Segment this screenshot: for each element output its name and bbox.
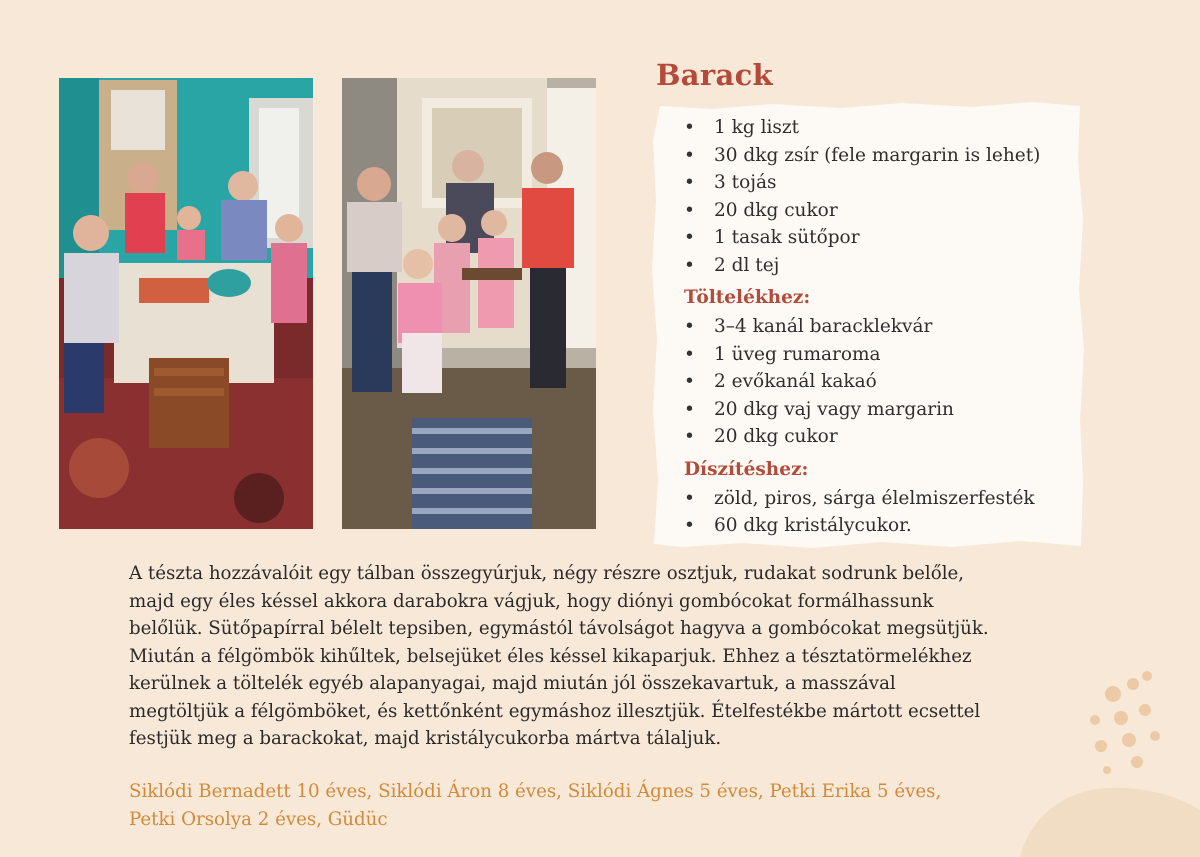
recipe-authors [129,778,1079,833]
dough-ingredient-list [682,114,1082,279]
photo-family-standing-porch [342,78,596,529]
list-item: • 20 dkg cukor [682,423,1082,451]
photo-family-baking-table [59,78,313,529]
list-item: • 1 kg liszt [682,114,1082,142]
list-item: • 3–4 kanál baracklekvár [682,313,1082,341]
method-text: A tészta hozzávalóit egy tálban összegyúrjuk, négy részre osztjuk, rudakat sodrunk belőle, majd egy éles késsel akkora darabokra vágjuk, hogy diónyi gombócokat formálhassunk belőlük. Sütőpapírral bélelt tepsiben, egymástól távolságot hagyva a gombócokat megsütjük. Miután a félgömbök kihűltek, belsejüket éles késsel kikaparjuk. Ehhez a tésztatörmelékhez kerülnek a töltelék egyéb alapanyagai, majd miután jól összekavartuk, a masszával megtöltjük a félgömböket, és kettőnként egymáshoz illesztjük. Ételfestékbe mártott ecsettel festjük meg a barackokat, majd kristálycukorba mártva tálaljuk. [129,563,989,749]
filling-heading: Töltelékhez: [684,287,811,308]
recipe-method [129,560,1079,753]
list-item: • 20 dkg cukor [682,197,1082,225]
list-item: • 60 dkg kristálycukor. [682,512,1082,540]
list-item: • 1 üveg rumaroma [682,341,1082,369]
list-item: • 20 dkg vaj vagy margarin [682,396,1082,424]
list-item: • 30 dkg zsír (fele margarin is lehet) [682,142,1082,170]
list-item: • 2 evőkanál kakaó [682,368,1082,396]
decorative-dots [1085,670,1170,780]
filling-ingredient-list [682,313,1082,451]
decoration-heading: Díszítéshez: [684,458,809,480]
list-item: • zöld, piros, sárga élelmiszerfesték [682,485,1082,513]
recipe-title: Barack [656,58,773,92]
list-item: • 3 tojás [682,169,1082,197]
list-item: • 2 dl tej [682,252,1082,280]
decoration-ingredient-list [682,485,1082,540]
authors-text: Siklódi Bernadett 10 éves, Siklódi Áron 8 éves, Siklódi Ágnes 5 éves, Petki Erika 5 éves, Petki Orsolya 2 éves, Güdüc [129,781,942,830]
ingredients-card [652,100,1084,550]
decorative-blob [1020,780,1200,857]
list-item: • 1 tasak sütőpor [682,224,1082,252]
